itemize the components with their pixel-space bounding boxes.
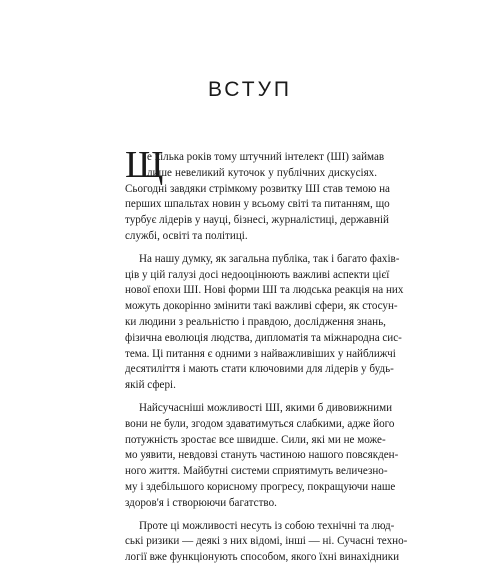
text-line: вони не були, згодом здаватимуться слабкими, адже його	[125, 417, 395, 430]
text-line: ців у цій галузі досі недооцінюють важливі аспекти цієї	[125, 268, 390, 281]
text-line: тема. Ці питання є одними з найважливіших у найближчі	[125, 347, 396, 360]
text-line: фізична еволюція людства, дипломатія та міжнародна сис-	[125, 331, 402, 344]
text-line: перших шпальтах новин у всьому світі та питанням, що	[125, 198, 390, 211]
paragraph-3	[125, 401, 399, 512]
paragraph-2	[125, 252, 404, 394]
text-line: логії вже функціонують способом, якого їхні винахідники	[125, 551, 400, 564]
chapter-body	[125, 144, 408, 566]
paragraph-1	[125, 144, 390, 245]
text-line: Сьогодні завдяки стрімкому розвитку ШІ став темою на	[125, 182, 390, 195]
chapter-title: ВСТУП	[207, 78, 293, 101]
text-line: ські ризики — деякі з них відомі, інші — ні. Сучасні техно-	[125, 535, 408, 548]
text-line: здоров'я і створюючи багатство.	[125, 496, 277, 509]
drop-cap-letter: Щ	[125, 144, 164, 186]
text-line: Найсучасніші можливості ШІ, якими б дивовижними	[139, 401, 393, 414]
text-line: якій сфері.	[125, 379, 176, 392]
text-line: На нашу думку, як загальна публіка, так і багато фахів-	[139, 252, 400, 265]
text-line: можуть докорінно змінити такі важливі сфери, як стосун-	[125, 300, 398, 313]
text-line: турбує лідерів у науці, бізнесі, журналістиці, державній	[125, 214, 389, 227]
paragraph-4	[125, 519, 408, 566]
text-line: десятиліття і мають стати ключовими для лідерів у будь-	[125, 363, 394, 376]
text-line: е кілька років тому штучний інтелект (ШІ) займав	[147, 151, 385, 163]
text-line: мо уявити, невдовзі стануть частиною нашого повсякден-	[125, 449, 399, 462]
text-line: Проте ці можливості несуть із собою технічні та люд-	[139, 519, 395, 532]
text-line: лише невеликий куточок у публічних дискусіях.	[147, 166, 377, 179]
text-line: му і здебільшого корисному прогресу, покращуючи наше	[125, 480, 396, 493]
text-line: ки людини з реальністю і правдою, дослідження знань,	[125, 315, 386, 328]
text-line: нової епохи ШІ. Нові форми ШІ та людська реакція на них	[125, 284, 404, 297]
text-line: ного життя. Майбутні системи сприятимуть величезно-	[125, 465, 388, 478]
text-line: службі, освіті та політиці.	[125, 229, 248, 242]
text-line: потужність зростає все швидше. Сили, які ми не може-	[125, 433, 386, 446]
